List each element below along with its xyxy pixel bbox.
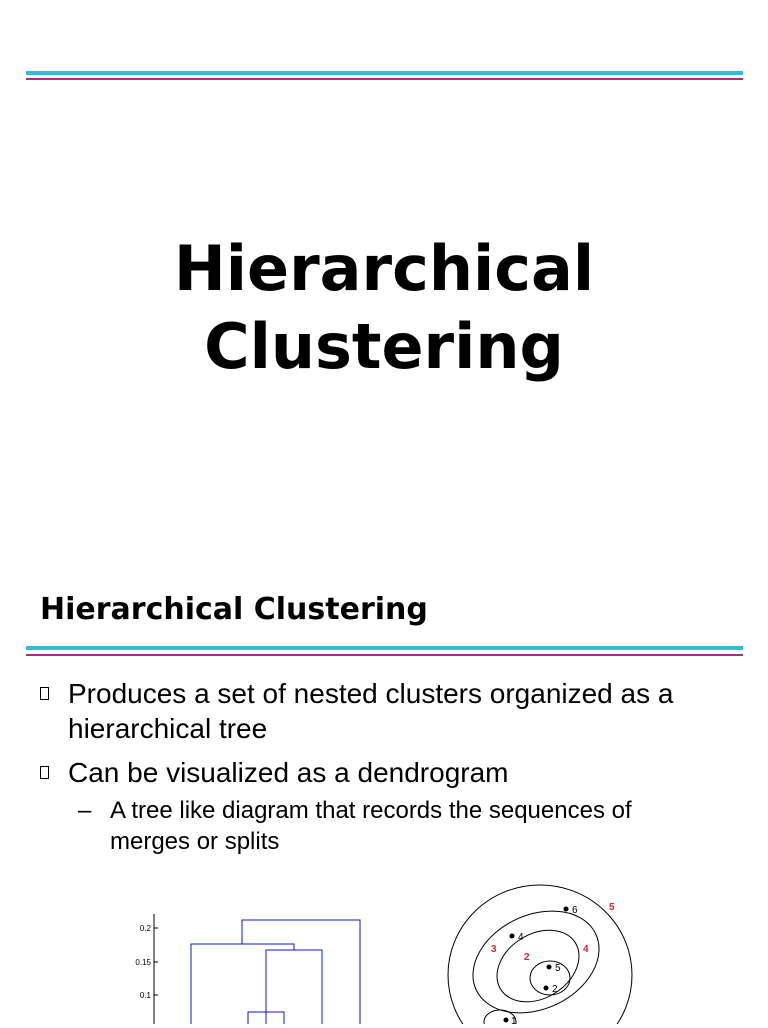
point-label: 2 — [552, 984, 558, 995]
point-label: 4 — [518, 932, 524, 943]
point-4 — [510, 934, 515, 939]
cluster-label: 3 — [491, 944, 497, 955]
point-label: 1 — [511, 1016, 517, 1024]
point-2 — [544, 986, 549, 991]
cluster-label: 2 — [524, 952, 530, 963]
point-6 — [564, 907, 569, 912]
bullet-text-line: hierarchical tree — [68, 713, 268, 744]
bullet-item — [40, 676, 740, 746]
slide-title — [0, 230, 768, 386]
header-rule-cyan — [26, 71, 743, 75]
cluster-label: 5 — [609, 902, 615, 913]
bullet-item — [40, 755, 740, 790]
bullet-text: Can be visualized as a dendrogram — [68, 757, 509, 788]
cluster-5-boundary — [448, 885, 632, 1024]
figures — [0, 860, 768, 1028]
sub-bullet-text-line: merges or splits — [110, 828, 280, 855]
y-tick-label: 0.15 — [135, 958, 151, 967]
point-label: 6 — [572, 905, 578, 916]
dendrogram-links — [191, 920, 360, 1024]
figures-svg — [0, 860, 768, 1024]
cluster-label: 4 — [583, 944, 589, 955]
point-label: 5 — [555, 963, 561, 974]
section-rule-magenta — [26, 654, 743, 656]
sub-bullet-text-line: A tree like diagram that records the sequences of — [110, 797, 632, 824]
point-labels — [511, 905, 578, 1024]
dash-marker: – — [78, 797, 92, 824]
dendrogram — [135, 914, 360, 1024]
y-tick-label: 0.1 — [139, 991, 151, 1000]
dendrogram-link — [266, 950, 322, 1024]
sub-bullet-item — [40, 795, 740, 857]
header-rule-magenta — [26, 78, 743, 80]
section-rule-cyan — [26, 646, 743, 650]
bullet-text-line: Produces a set of nested clusters organized as a — [68, 678, 674, 709]
cluster-3-boundary — [484, 916, 593, 1017]
section-title: Hierarchical Clustering — [40, 592, 428, 627]
slide-title-line-1: Hierarchical — [173, 232, 595, 305]
point-5 — [547, 965, 552, 970]
dendrogram-link — [242, 920, 360, 1024]
bullet-list — [40, 676, 740, 857]
y-tick-label: 0.2 — [139, 924, 151, 933]
cluster-4-boundary — [456, 892, 615, 1024]
bullet-box-icon — [40, 766, 49, 779]
point-1 — [504, 1018, 509, 1023]
nested-clusters-diagram — [448, 885, 632, 1024]
bullet-box-icon — [40, 687, 49, 700]
slide-title-line-2: Clustering — [204, 310, 564, 383]
